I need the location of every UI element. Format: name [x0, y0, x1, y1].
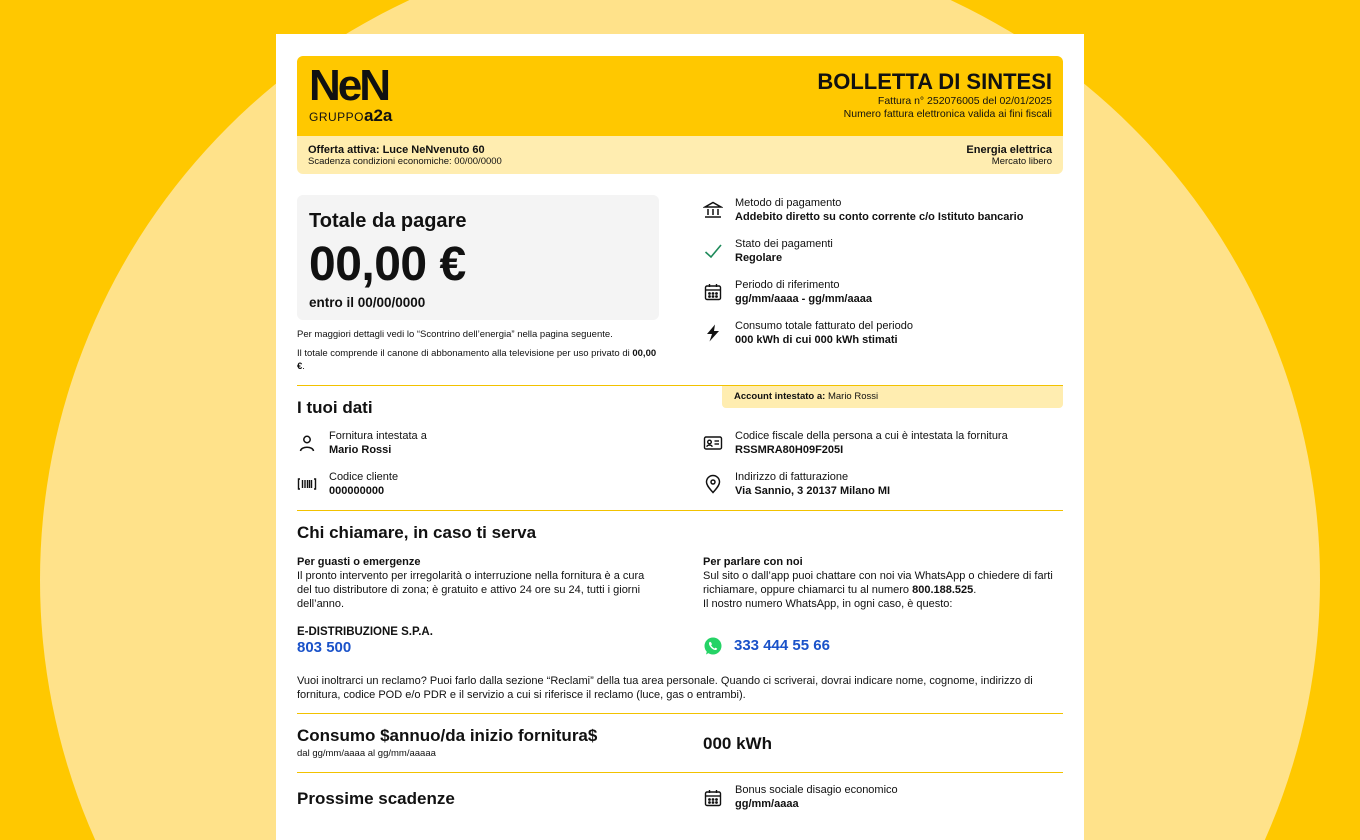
- calendar-icon: [703, 282, 723, 302]
- invoice-number: Fattura n° 252076005 del 02/01/2025: [877, 95, 1052, 107]
- billing-address: [703, 471, 1063, 498]
- whatsapp-icon: [703, 636, 723, 656]
- offer-name: Offerta attiva: Luce NeNvenuto 60: [308, 144, 485, 156]
- invoice-note: Numero fattura elettronica valida ai fini fiscali: [843, 108, 1052, 120]
- talk-column: [703, 555, 1063, 611]
- total-note-tv: [297, 347, 659, 373]
- client-code-value: 000000000: [329, 485, 385, 497]
- logo-group-name: a2a: [364, 106, 393, 125]
- total-note-details: Per maggiori dettagli vedi lo “Scontrino dell’energia” nella pagina seguente.: [297, 329, 613, 340]
- divider: [297, 713, 1063, 714]
- client-code: [297, 471, 657, 498]
- client-code-label: Codice cliente: [329, 471, 399, 483]
- distributor-name: E-DISTRIBUZIONE S.P.A.: [297, 626, 433, 638]
- payment-method-label: Metodo di pagamento: [735, 197, 842, 209]
- payment-status-label: Stato dei pagamenti: [735, 238, 833, 250]
- logo-mark: NeN: [309, 61, 389, 110]
- offer-left: [308, 144, 502, 168]
- your-data-title: I tuoi dati: [297, 398, 373, 417]
- claim-text: Vuoi inoltrarci un reclamo? Puoi farlo dalla sezione “Reclami” della tua area personale. Quando ci scriverai, dovrai indicare nome, cognome, indirizzo di fornitura, codice POD e/o PDR e il servizio a cui si riferisce il reclamo (luce, gas o entrambi).: [297, 675, 1033, 701]
- location-pin-icon: [703, 474, 723, 494]
- payment-status: [703, 238, 1063, 279]
- fiscal-code: [703, 430, 1063, 457]
- lightning-icon: [703, 323, 723, 343]
- talk-text-end: .: [973, 584, 977, 596]
- whatsapp-number: 333 444 55 66: [734, 637, 830, 654]
- account-prefix: Account intestato a:: [734, 391, 826, 402]
- talk-text-main: Sul sito o dall’app puoi chattare con noi via WhatsApp o chiedere di farti richiamare, oppure chiamarci tu al numero: [703, 570, 1053, 596]
- tv-note-text: Il totale comprende il canone di abbonamento alla televisione per uso privato di: [297, 348, 630, 359]
- talk-title: Per parlare con noi: [703, 556, 803, 568]
- payment-method-value: Addebito diretto su conto corrente c/o Istituto bancario: [735, 211, 1024, 223]
- market-type: Mercato libero: [991, 156, 1052, 167]
- billed-consumption: [703, 320, 1063, 361]
- check-icon: [703, 241, 723, 261]
- social-bonus-label: Bonus sociale disagio economico: [735, 784, 898, 796]
- reference-period-value: gg/mm/aaaa - gg/mm/aaaa: [735, 293, 872, 305]
- whatsapp-intro: Il nostro numero WhatsApp, in ogni caso, è questo:: [703, 598, 953, 610]
- logo-group: [309, 106, 393, 125]
- offer-bar: [297, 136, 1063, 174]
- reference-period-label: Periodo di riferimento: [735, 279, 840, 291]
- tv-fee-amount: 00,00 €: [297, 348, 657, 372]
- offer-right: [966, 144, 1052, 168]
- calendar-icon: [703, 788, 723, 808]
- energy-type: Energia elettrica: [966, 144, 1052, 156]
- billed-consumption-label: Consumo totale fatturato del periodo: [735, 320, 913, 332]
- supply-holder-value: Mario Rossi: [329, 444, 392, 456]
- tv-note-end: .: [302, 361, 305, 372]
- contacts-title: Chi chiamare, in caso ti serva: [297, 523, 537, 542]
- total-label: Totale da pagare: [309, 210, 467, 232]
- payment-method: [703, 197, 1063, 238]
- emergency-column: [297, 555, 657, 611]
- payment-status-value: Regolare: [735, 252, 783, 264]
- supply-holder: [297, 430, 657, 457]
- bill-header: [297, 56, 1063, 136]
- total-amount: 00,00 €: [309, 238, 466, 291]
- talk-text: [703, 569, 1063, 597]
- emergency-text: Il pronto intervento per irregolarità o interruzione nella fornitura è a cura del tuo distributore di zona; è gratuito e attivo 24 ore su 24, tutti i giorni dell’anno.: [297, 570, 645, 610]
- barcode-icon: [297, 474, 317, 494]
- offer-expiry: Scadenza condizioni economiche: 00/00/0000: [308, 156, 502, 167]
- reference-period: [703, 279, 1063, 320]
- toll-free-number: 800.188.525: [912, 584, 974, 596]
- nen-logo: [309, 61, 393, 125]
- distributor-phone-link[interactable]: 803 500: [297, 639, 352, 656]
- bank-icon: [703, 200, 723, 220]
- title-block: [817, 69, 1052, 121]
- user-icon: [297, 433, 317, 453]
- fiscal-code-value: RSSMRA80H09F205I: [735, 444, 844, 456]
- consumption-value: 000 kWh: [703, 734, 772, 753]
- billing-address-label: Indirizzo di fatturazione: [735, 471, 849, 483]
- account-name: Mario Rossi: [827, 391, 879, 402]
- id-card-icon: [703, 433, 723, 453]
- emergency-title: Per guasti o emergenze: [297, 556, 421, 568]
- social-bonus: [703, 784, 1063, 811]
- fiscal-code-label: Codice fiscale della persona a cui è intestata la fornitura: [735, 430, 1008, 442]
- logo-group-prefix: GRUPPO: [309, 110, 365, 124]
- deadlines-title: Prossime scadenze: [297, 789, 455, 808]
- social-bonus-date: gg/mm/aaaa: [735, 798, 799, 810]
- consumption-subtitle: dal gg/mm/aaaa al gg/mm/aaaaa: [297, 748, 436, 759]
- document-title: BOLLETTA DI SINTESI: [817, 69, 1052, 94]
- billing-address-value: Via Sannio, 3 20137 Milano MI: [735, 485, 891, 497]
- total-due-date: entro il 00/00/0000: [309, 295, 426, 310]
- total-box: [297, 195, 659, 320]
- bill-document: [276, 34, 1084, 840]
- supply-holder-label: Fornitura intestata a: [329, 430, 427, 442]
- divider: [297, 772, 1063, 773]
- total-notes: [297, 328, 659, 379]
- billed-consumption-value: 000 kWh di cui 000 kWh stimati: [735, 334, 898, 346]
- payment-info-list: [703, 197, 1063, 361]
- divider: [297, 510, 1063, 511]
- consumption-title: Consumo $annuo/da inizio fornitura$: [297, 726, 598, 745]
- account-badge: [722, 386, 1063, 408]
